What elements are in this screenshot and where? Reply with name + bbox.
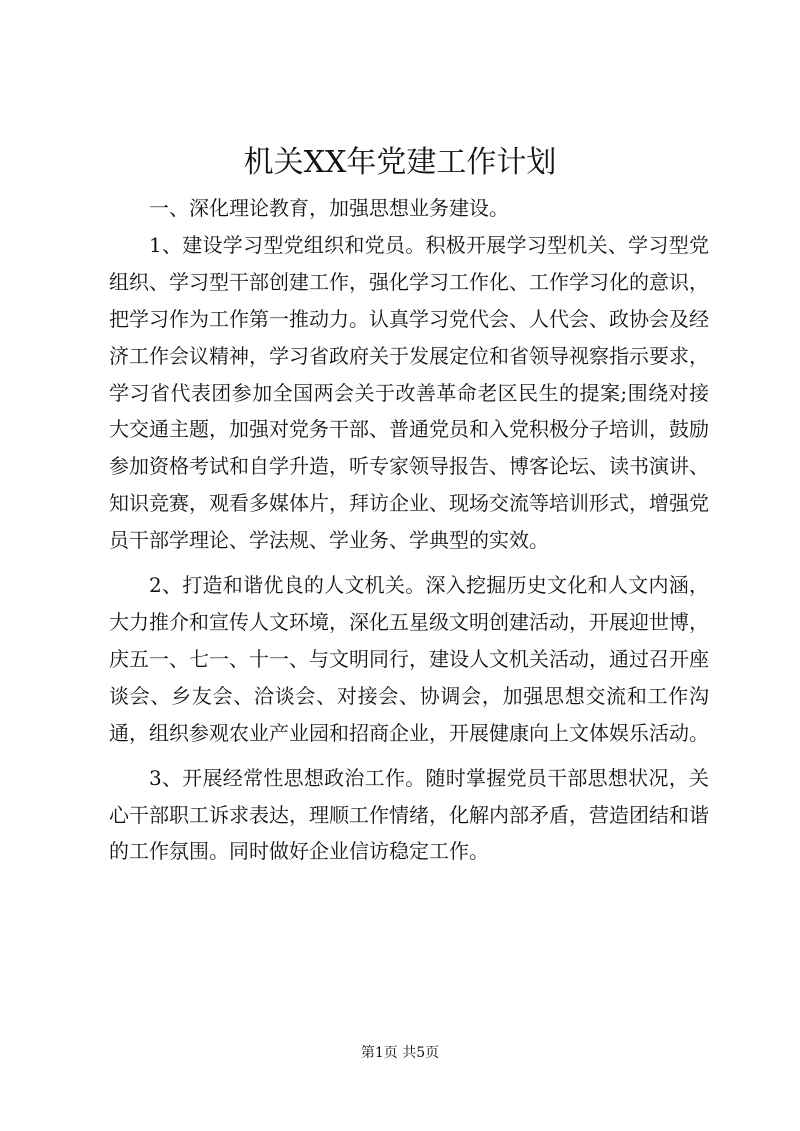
document-title: 机关XX年党建工作计划 (243, 145, 557, 180)
paragraph-1: 1、建设学习型党组织和党员。积极开展学习型机关、学习型党组织、学习型干部创建工作，强化学习工作化、工作学习化的意识，把学习作为工作第一推动力。认真学习党代会、人代会、政协会及经济工作会议精神，学习省政府关于发展定位和省领导视察指示要求，学习省代表团参加全国两会关于改善革命老区民生的提案;围绕对接大交通主题，加强对党务干部、普通党员和入党积极分子培训，鼓励参加资格考试和自学升造，听专家领导报告、博客论坛、读书演讲、知识竞赛，观看多媒体片，拜访企业、现场交流等培训形式，增强党员干部学理论、学法规、学业务、学典型的实效。 (109, 232, 709, 553)
paragraph-2: 2、打造和谐优良的人文机关。深入挖掘历史文化和人文内涵，大力推介和宣传人文环境，深化五星级文明创建活动，开展迎世博，庆五一、七一、十一、与文明同行，建设人文机关活动，通过召开座谈会、乡友会、洽谈会、对接会、协调会，加强思想交流和工作沟通，组织参观农业产业园和招商企业，开展健康向上文体娱乐活动。 (109, 573, 709, 745)
document-body (109, 190, 709, 870)
paragraph-3: 3、开展经常性思想政治工作。随时掌握党员干部思想状况，关心干部职工诉求表达，理顺工作情绪，化解内部矛盾，营造团结和谐的工作氛围。同时做好企业信访稳定工作。 (109, 765, 709, 864)
section-heading: 一、深化理论教育，加强思想业务建设。 (149, 196, 509, 220)
page-footer: 第1页 共5页 (360, 1045, 440, 1061)
